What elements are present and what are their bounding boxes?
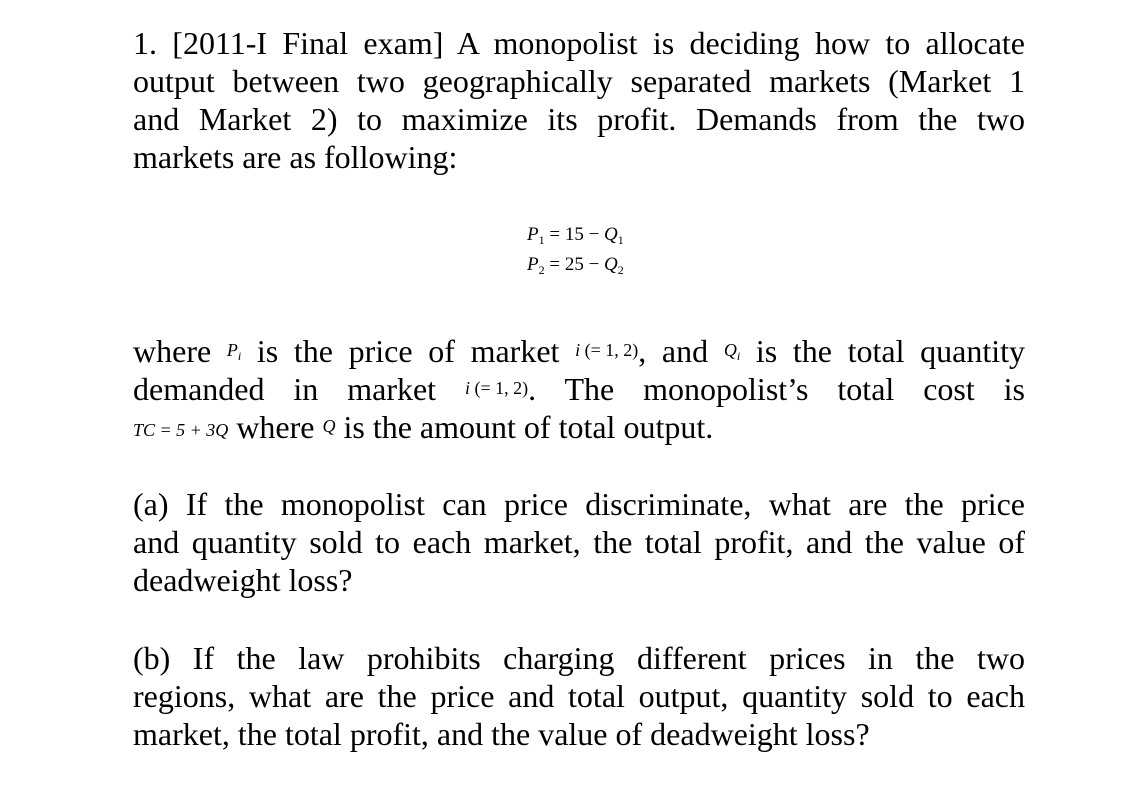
part-a-paragraph — [133, 485, 1025, 599]
eq2-lhs-sub: 2 — [538, 263, 545, 277]
demand-equations — [527, 220, 624, 280]
output-symbol: Q — [322, 416, 336, 436]
total-cost-formula: TC = 5 + 3Q — [133, 420, 229, 440]
where-word: where — [133, 333, 212, 369]
eq2-lhs: P — [527, 254, 539, 275]
demand-equation-2 — [527, 250, 624, 280]
price-symbol: $P_i$ — [226, 340, 242, 363]
part-b-paragraph — [133, 639, 1025, 753]
definitions-line-2 — [133, 369, 1025, 407]
part-b-line-3: market, the total profit, and the value of deadweight loss? — [133, 716, 870, 752]
price-text: is the price of market — [256, 333, 560, 369]
quantity-text: is the total quantity — [755, 333, 1025, 369]
cost-intro-text: . The monopolist’s total cost is — [528, 371, 1025, 407]
eq2-rhs-var: Q — [604, 254, 618, 275]
market-index-symbol-2: i (= 1, 2) — [464, 378, 529, 398]
part-a-line-2: and quantity sold to each market, the total profit, and the value of — [133, 524, 1025, 560]
and-text: , and — [638, 333, 709, 369]
eq2-rhs-prefix: = 25 − — [549, 254, 605, 275]
demanded-text: demanded in market — [133, 371, 437, 407]
eq1-lhs: P — [527, 224, 539, 245]
part-a-line-1: (a) If the monopolist can price discriminate, what are the price — [133, 486, 1025, 522]
question-intro — [133, 24, 1025, 176]
eq1-rhs-prefix: = 15 − — [549, 224, 605, 245]
definitions-paragraph — [133, 331, 1025, 445]
question-line-1: 1. [2011-I Final exam] A monopolist is deciding how to allocate — [133, 25, 1025, 61]
market-index-symbol: i (= 1, 2) — [575, 340, 639, 360]
question-line-3: and Market 2) to maximize its profit. Demands from the two — [133, 101, 1025, 137]
where-word-2: where — [236, 409, 315, 445]
question-line-2: output between two geographically separated markets (Market 1 — [133, 63, 1025, 99]
quantity-symbol: $Q_i$ — [723, 340, 741, 363]
part-b-line-1: (b) If the law prohibits charging different prices in the two — [133, 640, 1025, 676]
definitions-line-3 — [133, 407, 1025, 445]
demand-equation-1 — [527, 220, 624, 250]
eq1-rhs-var: Q — [604, 224, 618, 245]
output-text: is the amount of total output. — [343, 409, 714, 445]
part-b-line-2: regions, what are the price and total output, quantity sold to each — [133, 678, 1025, 714]
eq1-lhs-sub: 1 — [538, 233, 545, 247]
question-line-4: markets are as following: — [133, 139, 458, 175]
part-a-line-3: deadweight loss? — [133, 562, 353, 598]
eq1-rhs-sub: 1 — [617, 233, 624, 247]
definitions-line-1 — [133, 331, 1025, 369]
eq2-rhs-sub: 2 — [617, 263, 624, 277]
